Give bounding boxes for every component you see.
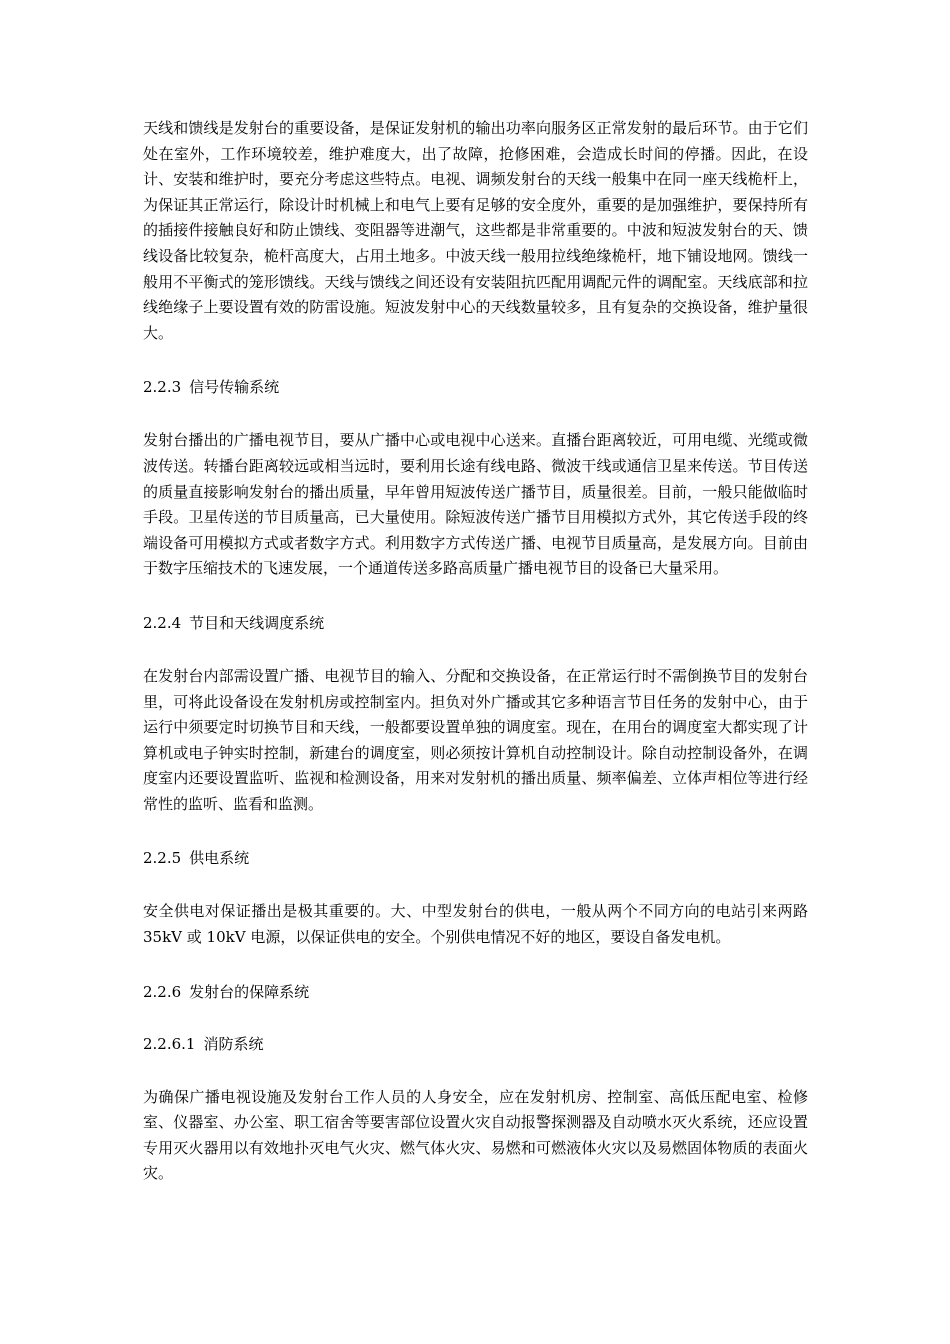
section-number: 2.2.4 (143, 613, 182, 632)
section-title: 信号传输系统 (189, 378, 280, 397)
document-page (143, 116, 808, 1217)
paragraph-fire-protection: 为确保广播电视设施及发射台工作人员的人身安全，应在发射机房、控制室、高低压配电室、检修室、仪器室、办公室、职工宿舍等要害部位设置火灾自动报警探测器及自动喷水灭火系统，还应设置专用灭火器用以有效地扑灭电气火灾、燃气体火灾、易燃和可燃液体火灾以及易燃固体物质的表面火灾。 (143, 1087, 808, 1183)
paragraph-scheduling-system: 在发射台内部需设置广播、电视节目的输入、分配和交换设备，在正常运行时不需倒换节目的发射台里，可将此设备设在发射机房或控制室内。担负对外广播或其它多种语言节目任务的发射中心，由于运行中须要定时切换节目和天线，一般都要设置单独的调度室。现在，在用台的调度室大都实现了计算机或电子钟实时控制，新建台的调度室，则必须按计算机自动控制设计。除自动控制设备外，在调度室内还要设置监听、监视和检测设备，用来对发射机的播出质量、频率偏差、立体声相位等进行经常性的监听、监看和监测。 (143, 666, 808, 813)
paragraph-power-supply: 安全供电对保证播出是极其重要的。大、中型发射台的供电，一般从两个不同方向的电站引来两路 35kV 或 10kV 电源，以保证供电的安全。个别供电情况不好的地区，要设自备发电机。 (143, 902, 808, 947)
section-title: 发射台的保障系统 (189, 982, 310, 1001)
section-number: 2.2.6 (143, 982, 182, 1001)
section-title: 消防系统 (203, 1034, 264, 1053)
section-heading-2-2-3 (143, 376, 808, 398)
section-number: 2.2.6.1 (143, 1034, 196, 1053)
section-heading-2-2-6-1 (143, 1033, 808, 1055)
section-number: 2.2.3 (143, 378, 182, 397)
section-heading-2-2-4 (143, 612, 808, 634)
section-heading-2-2-5 (143, 847, 808, 869)
section-heading-2-2-6 (143, 981, 808, 1003)
paragraph-antenna-feeder: 天线和馈线是发射台的重要设备，是保证发射机的输出功率向服务区正常发射的最后环节。由于它们处在室外，工作环境较差，维护难度大，出了故障，抢修困难，会造成长时间的停播。因此，在设计、安装和维护时，要充分考虑这些特点。电视、调频发射台的天线一般集中在同一座天线桅杆上，为保证其正常运行，除设计时机械上和电气上要有足够的安全度外，重要的是加强维护，要保持所有的插接件接触良好和防止馈线、变阻器等进潮气，这些都是非常重要的。中波和短波发射台的天、馈线设备比较复杂，桅杆高度大，占用土地多。中波天线一般用拉线绝缘桅杆，地下铺设地网。馈线一般用不平衡式的笼形馈线。天线与馈线之间还设有安装阻抗匹配用调配元件的调配室。天线底部和拉线绝缘子上要设置有效的防雷设施。短波发射中心的天线数量较多，且有复杂的交换设备，维护量很大。 (143, 119, 808, 342)
section-title: 节目和天线调度系统 (189, 613, 325, 632)
paragraph-signal-transmission: 发射台播出的广播电视节目，要从广播中心或电视中心送来。直播台距离较近，可用电缆、光缆或微波传送。转播台距离较远或相当远时，要利用长途有线电路、微波干线或通信卫星来传送。节目传送的质量直接影响发射台的播出质量，早年曾用短波传送广播节目，质量很差。目前，一般只能做临时手段。卫星传送的节目质量高，已大量使用。除短波传送广播节目用模拟方式外，其它传送手段的终端设备可用模拟方式或者数字方式。利用数字方式传送广播、电视节目质量高，是发展方向。目前由于数字压缩技术的飞速发展，一个通道传送多路高质量广播电视节目的设备已大量采用。 (143, 431, 808, 578)
section-number: 2.2.5 (143, 849, 182, 868)
section-title: 供电系统 (189, 849, 250, 868)
